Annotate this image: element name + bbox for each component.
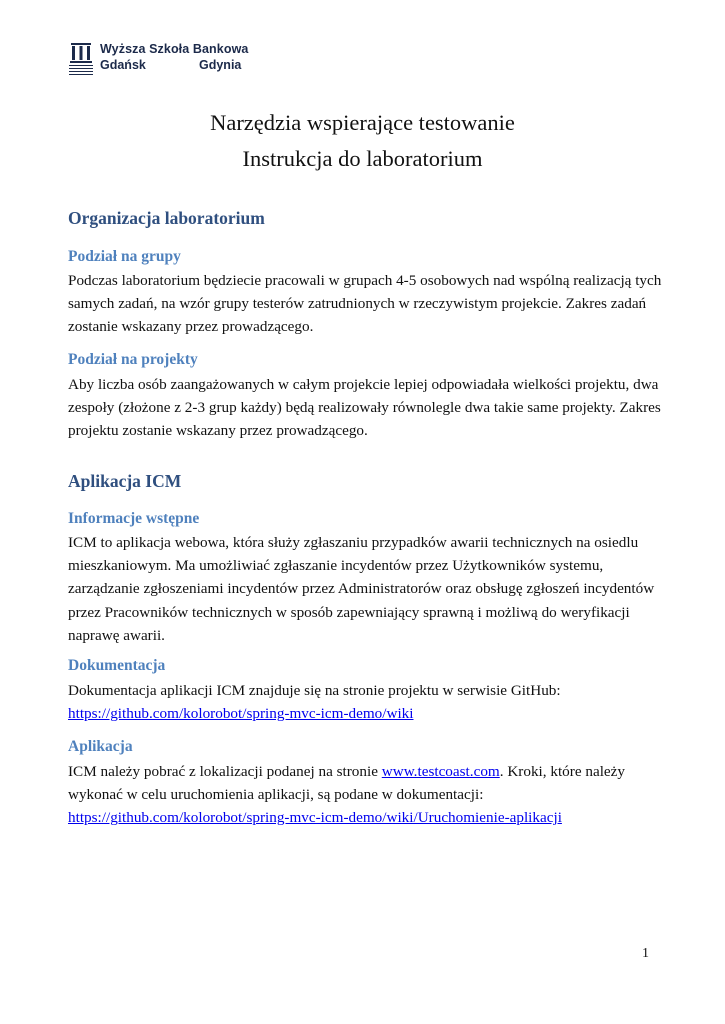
paragraph-informacje-wstepne: ICM to aplikacja webowa, która służy zgłaszaniu przypadków awarii technicznych na osiedlu mieszkaniowym. Ma umożliwiać zgłaszanie incydentów przez Użytkowników systemu, zarządzanie zgłoszeniami incydentów przez Administratorów oraz obsługę zgłoszeń incydentów przez Pracowników technicznych w sposób zapewniający sprawną i możliwą do weryfikacji naprawę awarii.	[68, 534, 655, 644]
heading-organizacja: Organizacja laboratorium	[68, 208, 265, 228]
paragraph-dokumentacja	[68, 679, 668, 725]
heading-podzial-grupy: Podział na grupy	[68, 248, 181, 265]
university-crest-icon	[68, 42, 94, 78]
paragraph-podzial-projekty: Aby liczba osób zaangażowanych w całym projekcie lepiej odpowiadała wielkości projektu, dwa zespoły (złożone z 2-3 grup każdy) będą realizowały równolegle dwa takie same projekty. Zakres projektu zostanie wskazany przez prowadzącego.	[68, 376, 661, 440]
logo-city-gdansk: Gdańsk	[100, 58, 146, 72]
aplikacja-text-after: . Kroki, które należy wykonać w celu uruchomienia aplikacji, są podane w dokumentacji:	[68, 763, 625, 804]
logo-name: Wyższa Szkoła Bankowa	[100, 42, 249, 56]
heading-aplikacja: Aplikacja	[68, 738, 133, 755]
dokumentacja-text: Dokumentacja aplikacji ICM znajduje się na stronie projektu w serwisie GitHub:	[68, 682, 561, 699]
heading-aplikacja-icm: Aplikacja ICM	[68, 471, 182, 491]
page-number: 1	[642, 946, 649, 961]
paragraph-podzial-grupy: Podczas laboratorium będziecie pracowali w grupach 4-5 osobowych nad wspólną realizacją tych samych zadań, na wzór grupy testerów zatrudnionych w rzeczywistym projekcie. Zakres zadań zostanie wskazany przez prowadzącego.	[68, 272, 662, 336]
github-uruchomienie-link[interactable]: https://github.com/kolorobot/spring-mvc-icm-demo/wiki/Uruchomienie-aplikacji	[68, 809, 562, 827]
document-subtitle: Instrukcja do laboratorium	[242, 146, 483, 171]
testcoast-link[interactable]: www.testcoast.com	[381, 763, 500, 780]
document-title: Narzędzia wspierające testowanie	[210, 110, 515, 135]
university-logo	[68, 42, 268, 82]
heading-podzial-projekty: Podział na projekty	[68, 351, 198, 368]
heading-informacje-wstepne: Informacje wstępne	[68, 510, 200, 527]
heading-dokumentacja: Dokumentacja	[68, 657, 166, 674]
logo-city-gdynia: Gdynia	[199, 58, 242, 72]
github-wiki-link[interactable]: https://github.com/kolorobot/spring-mvc-icm-demo/wiki	[68, 705, 414, 723]
paragraph-aplikacja	[68, 760, 668, 830]
aplikacja-text-before: ICM należy pobrać z lokalizacji podanej na stronie	[68, 763, 382, 780]
